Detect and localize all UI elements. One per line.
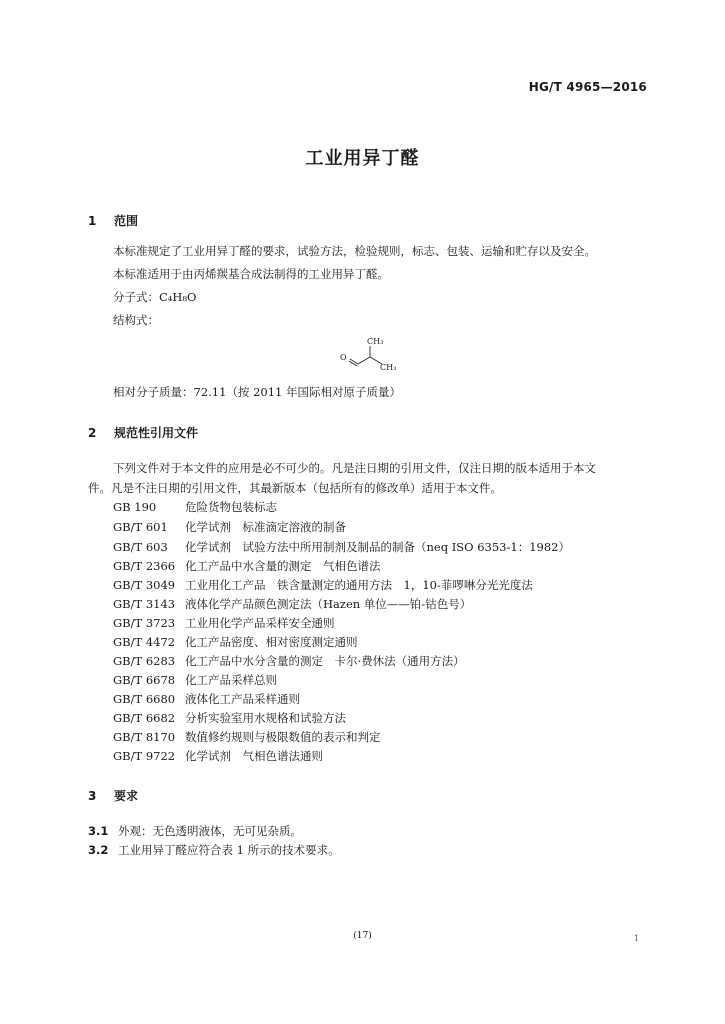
scope-line-1: 本标准规定了工业用异丁醛的要求，试验方法，检验规则，标志、包装、运输和贮存以及安全。 — [113, 244, 596, 258]
structural-formula-label: 结构式： — [113, 313, 159, 327]
reference-code: GB/T 4472 — [113, 635, 176, 649]
reference-title: 化工产品采样总则 — [185, 673, 277, 687]
molecular-weight: 相对分子质量：72.11（按 2011 年国际相对原子质量） — [113, 385, 401, 399]
reference-item — [113, 616, 335, 630]
requirement-item — [88, 843, 340, 857]
reference-code: GB/T 6682 — [113, 711, 176, 725]
structure-double-bond-1 — [350, 359, 358, 364]
structure-oxygen-label: O — [340, 353, 347, 362]
reference-item — [113, 578, 533, 592]
requirement-number: 3.1 — [88, 824, 109, 838]
reference-code: GB/T 3723 — [113, 616, 176, 630]
reference-item — [113, 597, 471, 611]
reference-item — [113, 749, 323, 763]
reference-item — [113, 500, 277, 514]
page-title: 工业用异丁醛 — [305, 148, 420, 169]
molecular-formula: 分子式：C₄H₈O — [113, 290, 197, 304]
reference-title: 化工产品密度、相对密度测定通则 — [185, 635, 358, 649]
reference-title: 液体化工产品采样通则 — [185, 692, 300, 706]
reference-code: GB/T 3049 — [113, 578, 176, 592]
reference-title: 化学试剂 标准滴定溶液的制备 — [185, 520, 346, 534]
reference-code: GB/T 603 — [113, 540, 168, 554]
reference-item — [113, 730, 381, 744]
structure-bond-left — [358, 357, 370, 364]
requirement-number: 3.2 — [88, 843, 109, 857]
scope-line-2: 本标准适用于由丙烯羰基合成法制得的工业用异丁醛。 — [113, 267, 389, 281]
corner-mark: 1 — [634, 934, 640, 943]
reference-item — [113, 635, 358, 649]
reference-item — [113, 520, 346, 534]
references-intro-line-1: 下列文件对于本文件的应用是必不可少的。凡是注日期的引用文件，仅注日期的版本适用于本文 — [113, 461, 596, 475]
page-number: (17) — [353, 931, 372, 941]
section-3-title: 要求 — [114, 789, 139, 803]
reference-item — [113, 673, 277, 687]
reference-title: 化工产品中水含量的测定 气相色谱法 — [185, 559, 381, 573]
reference-code: GB 190 — [113, 500, 157, 514]
isobutyraldehyde-structure-diagram — [336, 332, 416, 378]
section-2-title: 规范性引用文件 — [114, 426, 199, 440]
reference-code: GB/T 8170 — [113, 730, 176, 744]
section-1-title: 范围 — [114, 214, 139, 228]
reference-title: 分析实验室用水规格和试验方法 — [185, 711, 346, 725]
section-3-heading — [88, 787, 138, 804]
reference-title: 化学试剂 气相色谱法通则 — [185, 749, 323, 763]
requirement-text: 工业用异丁醛应符合表 1 所示的技术要求。 — [118, 843, 340, 857]
reference-code: GB/T 601 — [113, 520, 168, 534]
reference-code: GB/T 6678 — [113, 673, 176, 687]
structure-double-bond-2 — [349, 361, 357, 366]
reference-title: 工业用化工产品 铁含量测定的通用方法 1，10-菲啰啉分光光度法 — [185, 578, 533, 592]
section-2-number: 2 — [88, 426, 97, 440]
structure-right-methyl-label: CH₃ — [380, 363, 397, 372]
reference-title: 危险货物包装标志 — [185, 500, 277, 514]
reference-code: GB/T 6283 — [113, 654, 176, 668]
reference-title: 化学试剂 试验方法中所用制剂及制品的制备（neq ISO 6353-1：1982） — [185, 540, 570, 554]
reference-item — [113, 711, 346, 725]
structure-top-methyl-label: CH₃ — [367, 337, 384, 346]
section-1-heading — [88, 212, 138, 229]
reference-code: GB/T 2366 — [113, 559, 176, 573]
reference-item — [113, 540, 570, 554]
references-intro-line-2: 件。凡是不注日期的引用文件，其最新版本（包括所有的修改单）适用于本文件。 — [88, 481, 502, 495]
reference-title: 化工产品中水分含量的测定 卡尔·费休法（通用方法） — [185, 654, 465, 668]
requirement-item — [88, 824, 302, 838]
standard-code: HG/T 4965—2016 — [528, 80, 647, 94]
section-1-number: 1 — [88, 214, 97, 228]
reference-title: 数值修约规则与极限数值的表示和判定 — [185, 730, 381, 744]
reference-title: 液体化学产品颜色测定法（Hazen 单位——铂-钴色号） — [185, 597, 472, 611]
reference-item — [113, 692, 300, 706]
reference-code: GB/T 9722 — [113, 749, 176, 763]
section-3-number: 3 — [88, 789, 97, 803]
reference-item — [113, 654, 465, 668]
reference-title: 工业用化学产品采样安全通则 — [185, 616, 335, 630]
reference-code: GB/T 3143 — [113, 597, 176, 611]
reference-item — [113, 559, 381, 573]
section-2-heading — [88, 424, 198, 441]
reference-code: GB/T 6680 — [113, 692, 176, 706]
requirement-text: 外观：无色透明液体，无可见杂质。 — [118, 824, 302, 838]
